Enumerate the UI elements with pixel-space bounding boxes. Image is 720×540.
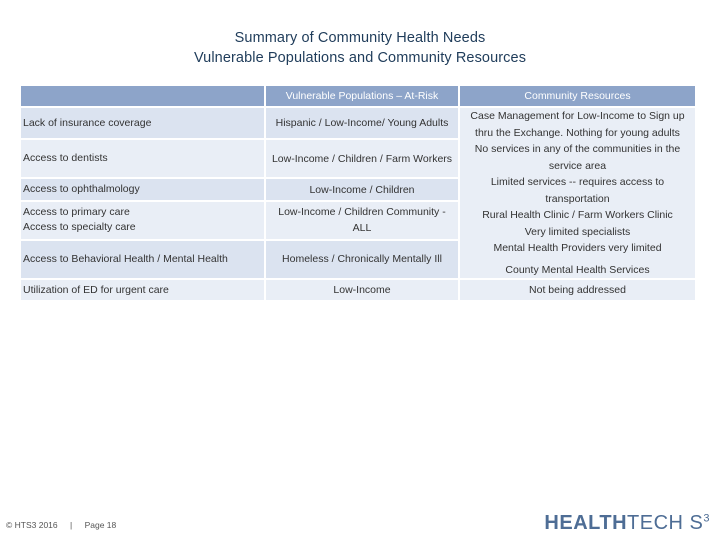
brand-part-2: TECH S — [627, 512, 704, 534]
title-line-2: Vulnerable Populations and Community Resources — [193, 50, 527, 66]
resource-line: Very limited specialists — [524, 225, 631, 238]
footer-separator: | — [70, 520, 73, 530]
population-cell: Low-Income / Children / Farm Workers — [266, 140, 458, 177]
title-line-1: Summary of Community Health Needs — [234, 30, 486, 46]
resources-cell — [460, 108, 695, 278]
resource-line: No services in any of the communities in the — [474, 143, 681, 155]
needs-table — [19, 84, 697, 302]
brand-sup: 3 — [703, 512, 710, 525]
page-title — [0, 28, 720, 68]
resource-line: thru the Exchange. Nothing for young adults — [475, 126, 680, 139]
population-cell: Low-Income / Children — [266, 179, 458, 200]
table-row — [21, 108, 695, 138]
resource-line: transportation — [545, 192, 610, 205]
need-cell: Utilization of ED for urgent care — [21, 280, 264, 300]
resource-line: Rural Health Clinic / Farm Workers Clinic — [482, 209, 673, 221]
brand-part-1: HEALTH — [544, 512, 628, 534]
population-cell: Low-Income — [266, 280, 458, 300]
resources-cell: Not being addressed — [460, 280, 695, 300]
header-need — [21, 86, 264, 106]
need-line: Access to primary care — [23, 206, 130, 219]
need-cell: Access to Behavioral Health / Mental Health — [21, 241, 264, 278]
need-line: Access to specialty care — [23, 221, 136, 234]
header-resources: Community Resources — [460, 86, 695, 106]
population-cell: Homeless / Chronically Mentally Ill — [266, 241, 458, 278]
population-cell: Low-Income / Children Community - ALL — [266, 202, 458, 238]
need-cell: Lack of insurance coverage — [21, 108, 264, 138]
resource-line: Limited services -- requires access to — [490, 176, 665, 188]
need-cell: Access to ophthalmology — [21, 179, 264, 200]
table-row — [21, 280, 695, 300]
header-populations: Vulnerable Populations – At-Risk — [266, 86, 458, 106]
resource-line: Case Management for Low-Income to Sign up — [470, 110, 685, 122]
resource-line: service area — [548, 159, 607, 172]
population-cell: Hispanic / Low-Income/ Young Adults — [266, 108, 458, 138]
copyright-text: © HTS3 2016 — [6, 520, 58, 530]
need-cell: Access to dentists — [21, 140, 264, 177]
brand-logo — [544, 512, 710, 535]
table-header-row — [21, 86, 695, 106]
resource-line: Mental Health Providers very limited — [493, 242, 662, 254]
page-number: Page 18 — [84, 520, 117, 530]
footer — [6, 520, 116, 530]
need-cell — [21, 202, 264, 238]
resource-line: County Mental Health Services — [505, 263, 650, 276]
